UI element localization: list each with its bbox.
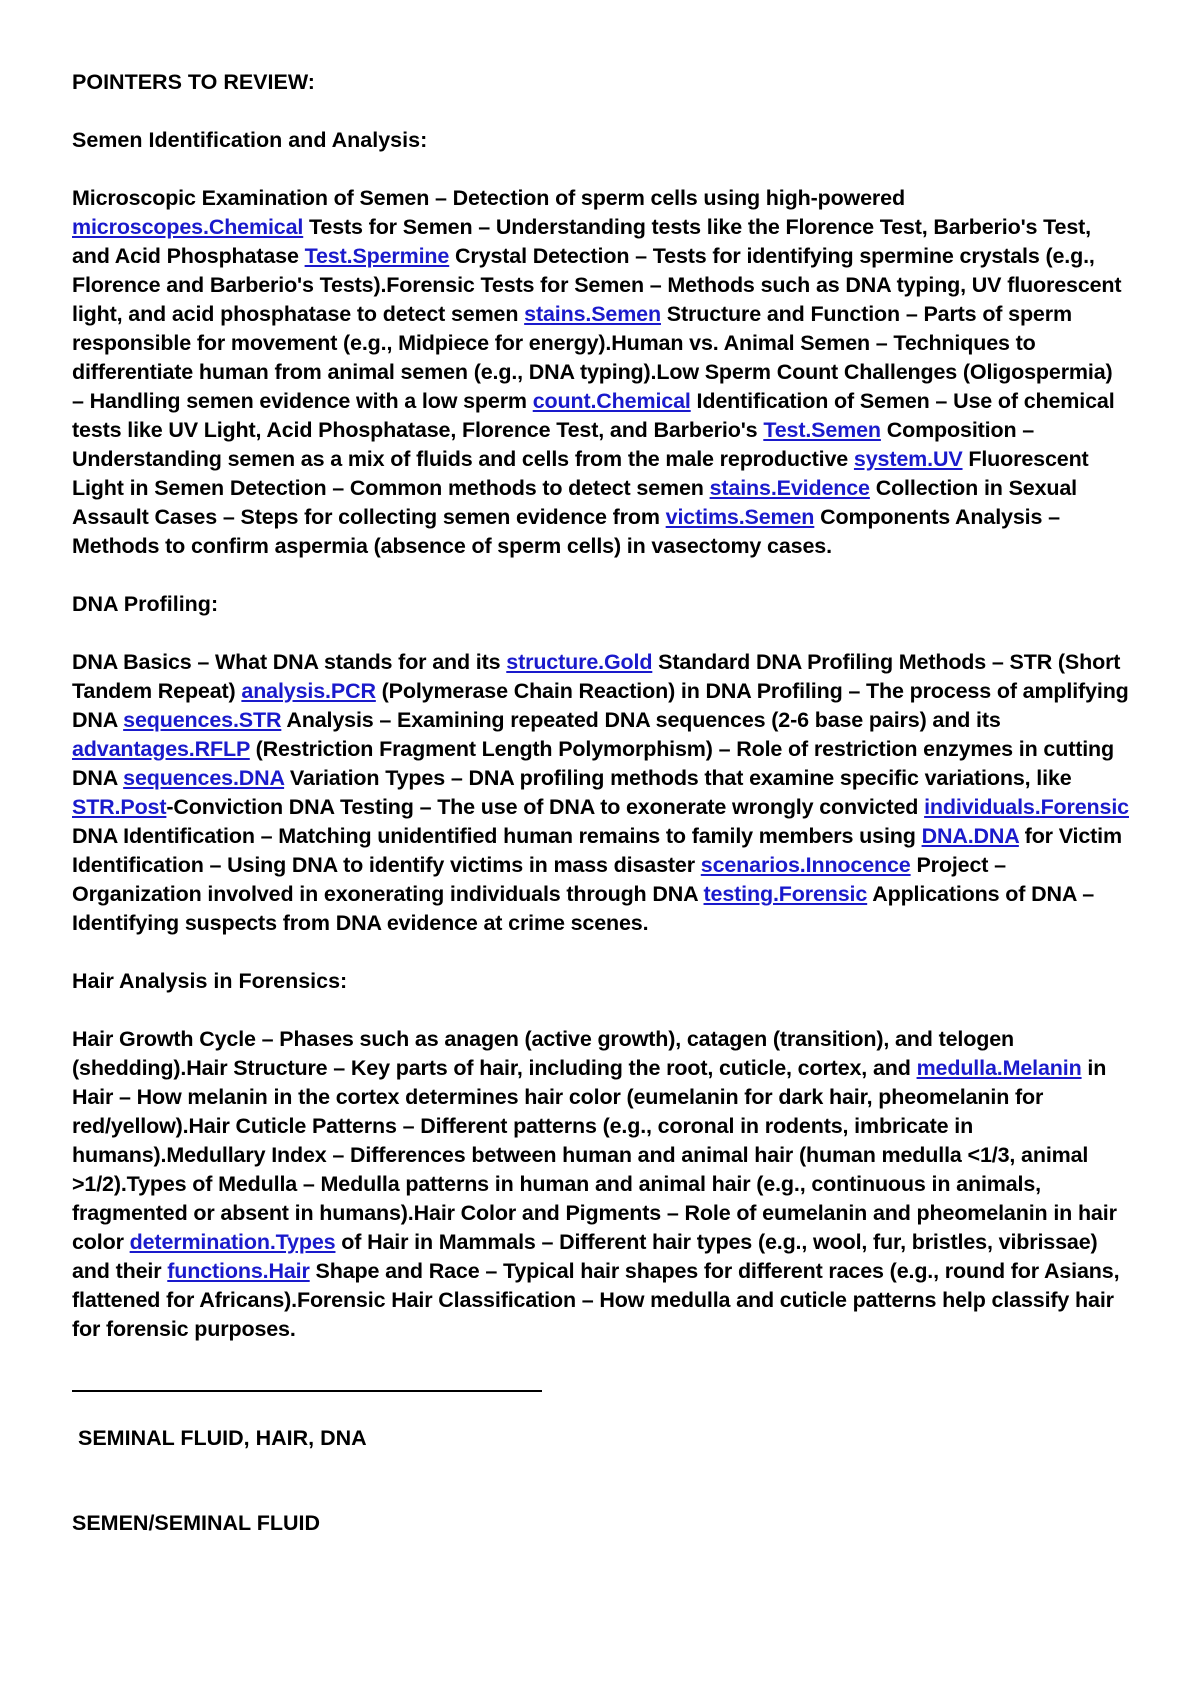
text-run: DNA Identification – Matching unidentified human remains to family members using [72,824,922,848]
link-testing-forensic[interactable]: testing.Forensic [703,882,868,906]
text-run: Analysis – Examining repeated DNA sequences (2-6 base pairs) and its [281,708,1001,732]
text-run: Variation Types – DNA profiling methods that examine specific variations, like [284,766,1072,790]
horizontal-divider [72,1390,542,1392]
link-test-spermine[interactable]: Test.Spermine [304,244,450,268]
link-structure-gold[interactable]: structure.Gold [506,650,653,674]
text-run: Components Analysis – Methods to confirm aspermia (absence of sperm cells) in vasectomy cases. [72,505,1060,558]
text-run: Shape and Race – Typical hair shapes for different races (e.g., round for Asians, flattened for Africans).Forensic Hair Classification – How medulla and cuticle patterns help classify hair for forensic purposes. [72,1259,1120,1341]
text-run: Standard DNA Profiling Methods – STR (Short Tandem Repeat) [72,650,1121,703]
text-run: Collection in Sexual Assault Cases – Steps for collecting semen evidence from [72,476,1077,529]
text-run: DNA Basics – What DNA stands for and its [72,650,507,674]
text-run: -Conviction DNA Testing – The use of DNA to exonerate wrongly convicted [166,795,925,819]
text-run: in Hair – How melanin in the cortex determines hair color (eumelanin for dark hair, pheomelanin for red/yellow).Hair Cuticle Patterns – Different patterns (e.g., coronal in rodents, imbricate in humans).Medullary Index – Differences between human and animal hair (human medulla <1/3, animal >1/2).Types of Medulla – Medulla patterns in human and animal hair (e.g., continuous in animals, fragmented or absent in humans).Hair Color and Pigments – Role of eumelanin and pheomelanin in hair color [72,1056,1117,1254]
link-str-post[interactable]: STR.Post [72,795,167,819]
link-individuals-forensic[interactable]: individuals.Forensic [924,795,1129,819]
link-dna-dna[interactable]: DNA.DNA [921,824,1019,848]
link-system-uv[interactable]: system.UV [853,447,963,471]
section-title-semen-seminal-fluid: SEMEN/SEMINAL FLUID [72,1511,321,1535]
text-run: for Victim Identification – Using DNA to identify victims in mass disaster [72,824,1122,877]
link-scenarios-innocence[interactable]: scenarios.Innocence [700,853,911,877]
link-sequences-dna[interactable]: sequences.DNA [123,766,285,790]
pointers-heading: POINTERS TO REVIEW: [72,70,315,94]
semen-section-heading: Semen Identification and Analysis: [72,128,428,152]
text-run: Project – Organization involved in exonerating individuals through DNA [72,853,1006,906]
text-run: Hair Growth Cycle – Phases such as anagen (active growth), catagen (transition), and telogen (shedding).Hair Structure – Key parts of hair, including the root, cuticle, cortex, and [72,1027,1014,1080]
text-run: Applications of DNA – Identifying suspects from DNA evidence at crime scenes. [72,882,1095,935]
text-run: of Hair in Mammals – Different hair types (e.g., wool, fur, bristles, vibrissae) and their [72,1230,1098,1283]
link-analysis-pcr[interactable]: analysis.PCR [241,679,376,703]
link-determination-types[interactable]: determination.Types [129,1230,336,1254]
link-victims-semen[interactable]: victims.Semen [665,505,815,529]
link-count-chemical[interactable]: count.Chemical [532,389,691,413]
link-stains-semen[interactable]: stains.Semen [524,302,661,326]
link-stains-evidence[interactable]: stains.Evidence [709,476,870,500]
link-functions-hair[interactable]: functions.Hair [167,1259,310,1283]
link-medulla-melanin[interactable]: medulla.Melanin [916,1056,1082,1080]
text-run: Structure and Function – Parts of sperm responsible for movement (e.g., Midpiece for energy).Human vs. Animal Semen – Techniques to differentiate human from animal semen (e.g., DNA typing).Low Sperm Count Challenges (Oligospermia) – Handling semen evidence with a low sperm [72,302,1113,413]
link-advantages-rflp[interactable]: advantages.RFLP [72,737,250,761]
text-run: Microscopic Examination of Semen – Detection of sperm cells using high-powered [72,186,905,210]
dna-paragraph [72,648,1130,938]
link-sequences-str[interactable]: sequences.STR [123,708,282,732]
link-test-semen[interactable]: Test.Semen [763,418,881,442]
link-microscopes[interactable]: microscopes.Chemical [72,215,304,239]
section-title-seminal-fluid-hair-dna: SEMINAL FLUID, HAIR, DNA [78,1426,367,1450]
hair-paragraph [72,1025,1130,1344]
text-run: (Restriction Fragment Length Polymorphism) – Role of restriction enzymes in cutting DNA [72,737,1115,790]
text-run: Identification of Semen – Use of chemical tests like UV Light, Acid Phosphatase, Florence Test, and Barberio's [72,389,1115,442]
text-run: Tests for Semen – Understanding tests like the Florence Test, Barberio's Test, and Acid Phosphatase [72,215,1092,268]
semen-paragraph [72,184,1130,561]
text-run: Fluorescent Light in Semen Detection – Common methods to detect semen [72,447,1089,500]
dna-section-heading: DNA Profiling: [72,592,219,616]
text-run: Composition – Understanding semen as a mix of fluids and cells from the male reproductive [72,418,1035,471]
text-run: (Polymerase Chain Reaction) in DNA Profiling – The process of amplifying DNA [72,679,1129,732]
hair-section-heading: Hair Analysis in Forensics: [72,969,348,993]
text-run: Crystal Detection – Tests for identifying spermine crystals (e.g., Florence and Barberio's Tests).Forensic Tests for Semen – Methods such as DNA typing, UV fluorescent light, and acid phosphatase to detect semen [72,244,1122,326]
